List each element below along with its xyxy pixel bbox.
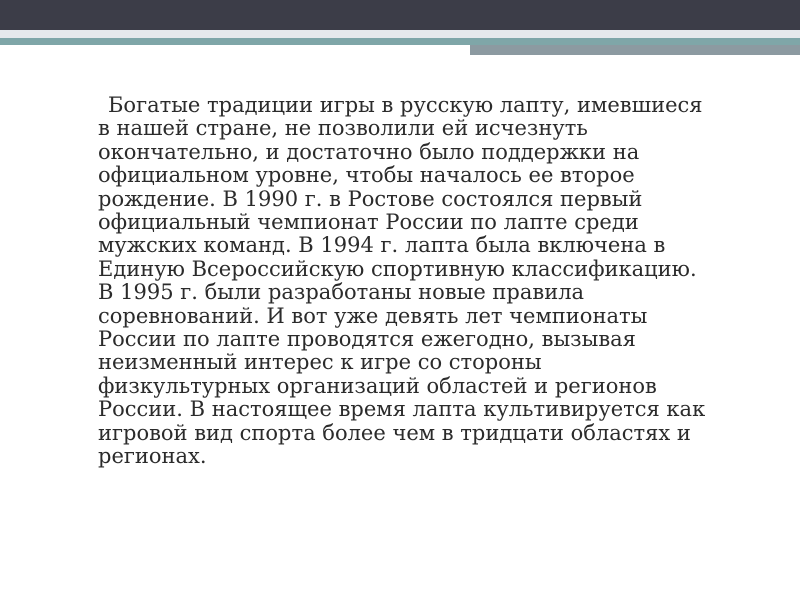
header-accent-bar xyxy=(470,45,800,55)
header-band-light xyxy=(0,30,800,38)
slide-body-text: Богатые традиции игры в русскую лапту, имевшиеся в нашей стране, не позволили ей исчезнуть окончательно, и достаточно было поддержки на официальном уровне, чтобы началось ее второе рождение. В 1990 г. в Ростове состоялся первый официальный чемпионат России по лапте среди мужских команд. В 1994 г. лапта была включена в Единую Всероссийскую спортивную классификацию. В 1995 г. были разработаны новые правила соревнований. И вот уже девять лет чемпионаты России по лапте проводятся ежегодно, вызывая неизменный интерес к игре со стороны физкультурных организаций областей и регионов России. В настоящее время лапта культивируется как игровой вид спорта более чем в тридцати областях и регионах. xyxy=(98,93,706,469)
header-band-dark xyxy=(0,0,800,30)
header-band-teal xyxy=(0,38,800,45)
